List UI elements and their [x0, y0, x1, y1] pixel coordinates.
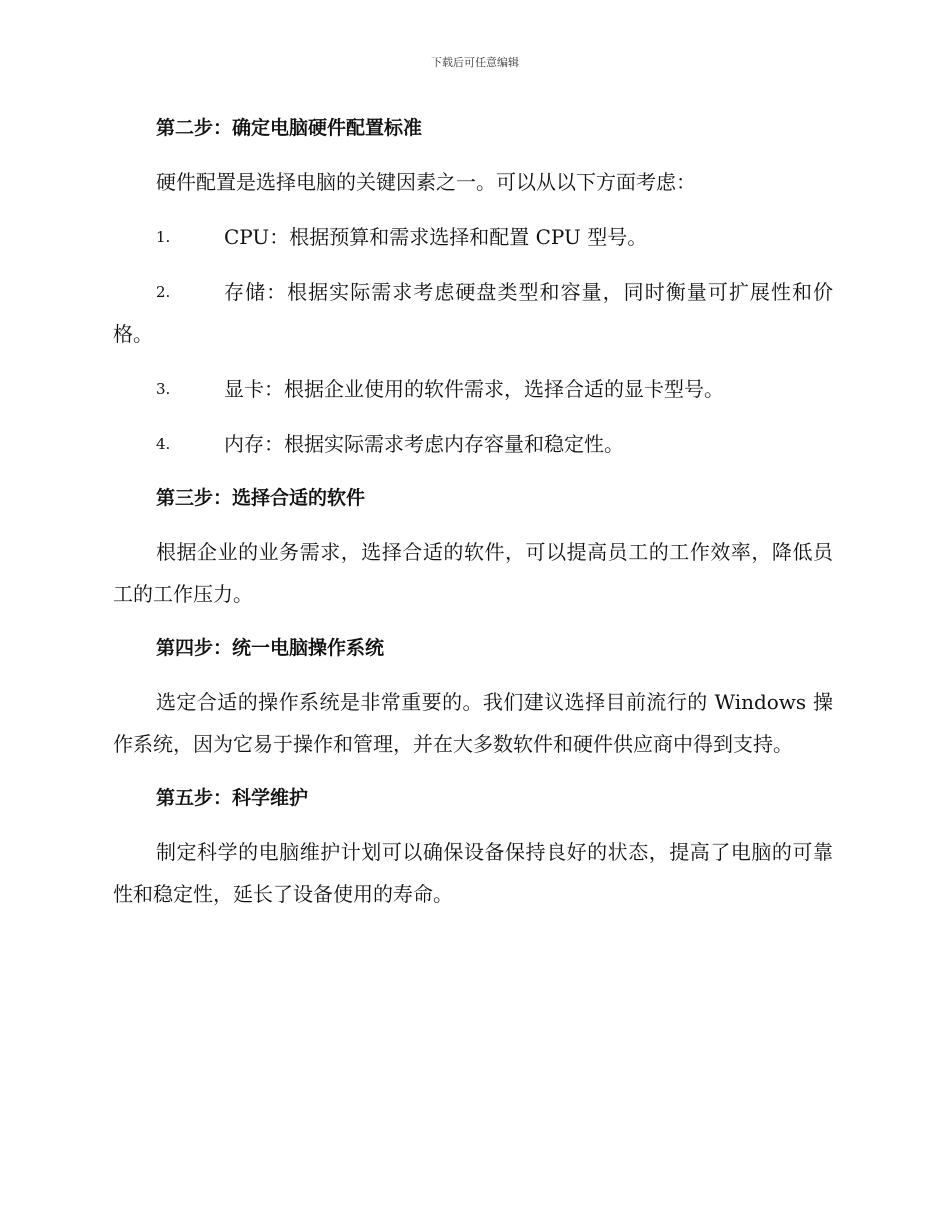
step5-heading: 第五步：科学维护	[156, 787, 309, 809]
document-body	[113, 108, 833, 915]
step4-body: 选定合适的操作系统是非常重要的。我们建议选择目前流行的 Windows 操作系统，因为它易于操作和管理，并在大多数软件和硬件供应商中得到支持。	[113, 690, 833, 756]
list-item	[113, 271, 833, 355]
step3-body: 根据企业的业务需求，选择合适的软件，可以提高员工的工作效率，降低员工的工作压力。	[113, 540, 833, 606]
list-item	[113, 216, 833, 258]
list-item-number: 4.	[156, 435, 171, 453]
list-item-number: 3.	[156, 380, 171, 398]
list-item-text: 内存：根据实际需求考虑内存容量和稳定性。	[224, 432, 624, 456]
step2-heading: 第二步：确定电脑硬件配置标准	[156, 117, 423, 139]
list-item	[113, 423, 833, 465]
list-item	[113, 368, 833, 410]
step4-heading: 第四步：统一电脑操作系统	[156, 637, 385, 659]
list-item-number: 1.	[156, 228, 171, 246]
list-item-text: 显卡：根据企业使用的软件需求，选择合适的显卡型号。	[224, 377, 724, 401]
list-item-text: CPU：根据预算和需求选择和配置 CPU 型号。	[224, 225, 648, 249]
list-item-number: 2.	[156, 283, 171, 301]
step5-body: 制定科学的电脑维护计划可以确保设备保持良好的状态，提高了电脑的可靠性和稳定性，延长了设备使用的寿命。	[113, 840, 833, 906]
header-note: 下载后可任意编辑	[431, 56, 519, 69]
step2-intro: 硬件配置是选择电脑的关键因素之一。可以从以下方面考虑：	[156, 170, 696, 194]
list-item-text: 存储：根据实际需求考虑硬盘类型和容量，同时衡量可扩展性和价格。	[113, 280, 833, 346]
step3-heading: 第三步：选择合适的软件	[156, 487, 366, 509]
